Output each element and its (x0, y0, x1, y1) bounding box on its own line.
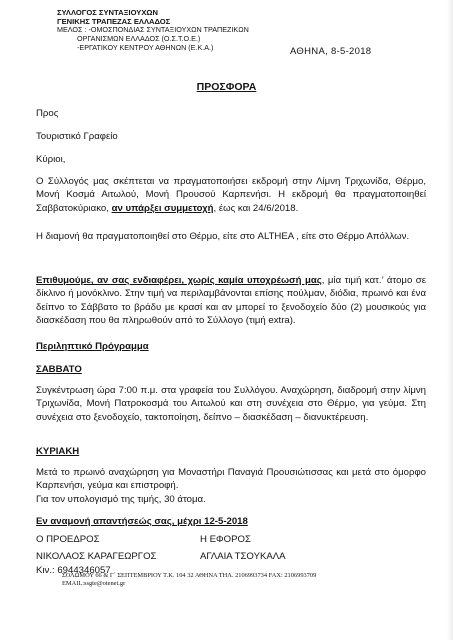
scan-edge-shadow (447, 0, 453, 640)
treasurer-name: ΑΓΛΑΙΑ ΤΣΟΥΚΑΛΑ (200, 551, 286, 562)
letterhead-org-subname: ΓΕΝΙΚΗΣ ΤΡΑΠΕΖΑΣ ΕΛΛΑΔΟΣ (57, 16, 171, 26)
paragraph-accommodation: Η διαμονή θα πραγματοποιηθεί στο Θέρμο, είτε στο ALTHEA , είτε στο Θέρμο Απόλλων. (36, 231, 410, 242)
sunday-text: Μετά το πρωινό αναχώρηση για Μοναστήρι Παναγιά Προυσιώτισσας και μετά στο όμορφο Καρπενήσι, γεύμα και επιστροφή. (36, 467, 426, 492)
recipient: Τουριστικό Γραφείο (36, 131, 118, 142)
await-reply: Εν αναμονή απαντήσεώς σας, μέχρι 12-5-2018 (36, 516, 248, 527)
footer (62, 572, 316, 588)
paragraph-intro-tail: , έως και 24/6/2018. (213, 202, 299, 214)
pricing-note: Για τον υπολογισμό της τιμής, 30 άτομα. (36, 494, 206, 505)
paragraph-intro (36, 175, 426, 215)
document-title: ΠΡΟΣΦΟΡΑ (196, 81, 257, 93)
program-heading: Περιληπτικό Πρόγραμμα (36, 341, 149, 352)
letterhead-member-line-2: ΟΡΓΑΝΙΣΜΩΝ ΕΛΛΑΔΟΣ (Ο.Σ.Τ.Ο.Ε.) (77, 34, 201, 44)
letterhead (57, 9, 249, 53)
saturday-heading: ΣΑΒΒΑΤΟ (36, 364, 82, 375)
treasurer-title: Η ΕΦΟΡΟΣ (200, 534, 251, 545)
paragraph-request (36, 274, 426, 328)
paragraph-intro-text: Ο Σύλλογός μας σκέπτεται να πραγματοποιήσει εκδρομή στην Λίμνη Τριχωνίδα, Θέρμο, Μονή Κοσμά Αιτωλού, Μονή Προυσού Καρπενήσι. Η εκδρομή θα πραγματοποιηθεί Σαββατοκύριακο, (36, 176, 426, 214)
request-emphasis: Επιθυμούμε, αν σας ενδιαφέρει, χωρίς καμία υποχρέωσή μας (36, 275, 322, 286)
footer-email: EMAIL:ssgte@otenet.gr (62, 580, 126, 588)
letterhead-org-name: ΣΥΛΛΟΓΟΣ ΣΥΝΤΑΞΙΟΥΧΩΝ (57, 8, 158, 17)
participation-condition: αν υπάρξει συμμετοχή (111, 202, 214, 214)
footer-address: ΣΟΛΩΜΟΥ 66 & Γ΄ ΣΕΠΤΕΜΒΡΙΟΥ Τ.Κ. 104 32 ΑΘΗΝΑ ΤΗΛ. 2106993734 FAX: 2106993709 (62, 572, 317, 579)
president-title: Ο ΠΡΟΕΔΡΟΣ (36, 534, 100, 545)
saturday-text: Συγκέντρωση ώρα 7:00 π.μ. στα γραφεία του Συλλόγου. Αναχώρηση, διαδρομή στην λίμνη Τριχωνίδα, Μονή Πατροκοσμά του Αιτωλού και στη συνέχεια στο Θέρμο, για γεύμα. Στη συνέχεια στο ξενοδοχείο, τακτοποίηση, δείπνο – διασκέδαση – διανυκτέρευση. (36, 385, 426, 423)
mobile-number: Κιν.: 6944346057 (36, 565, 111, 576)
to-label: Προς (36, 108, 59, 119)
letter-date: ΑΘΗΝΑ, 8-5-2018 (290, 46, 372, 57)
letterhead-member-line-3: -ΕΡΓΑΤΙΚΟΥ ΚΕΝΤΡΟΥ ΑΘΗΝΩΝ (Ε.Κ.Α.) (77, 42, 214, 52)
sunday-heading: ΚΥΡΙΑΚΗ (36, 446, 80, 457)
salutation: Κύριοι, (36, 154, 66, 165)
letterhead-member-line: ΜΕΛΟΣ : -ΟΜΟΣΠΟΝΔΙΑΣ ΣΥΝΤΑΞΙΟΥΧΩΝ ΤΡΑΠΕΖΙΚΩΝ (57, 25, 249, 35)
president-name: ΝΙΚΟΛΑΟΣ ΚΑΡΑΓΕΩΡΓΟΣ (36, 551, 157, 562)
paragraph-request-text: , μία τιμή κατ.’ άτομο σε δίκλινο ή μονόκλινο. Στην τιμή να περιλαμβάνονται επίσης πούλμαν, διόδια, πρωινό και ένα δείπνο το Σάββατο το βράδυ με κρασί και αν μπορεί το ξενοδοχείο δύο (2) μουσικούς για διασκέδαση που θα πληρωθούν από το Σύλλογο (τιμή extra). (36, 275, 426, 327)
